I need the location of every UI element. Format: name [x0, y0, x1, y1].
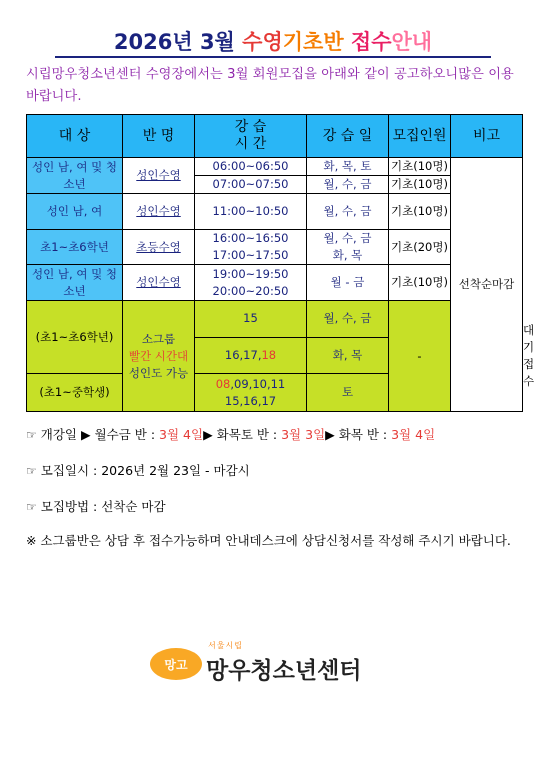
header-time-line1: 강 습	[234, 119, 267, 135]
group-time-bottom	[195, 374, 307, 412]
title-part-register: 접수	[350, 30, 392, 54]
group-class-line1: 소그룹	[141, 331, 176, 346]
note-method	[26, 497, 526, 515]
row1-recruit-b: 기초(10명)	[389, 176, 451, 194]
header-class: 반 명	[123, 115, 195, 158]
row4-class-text: 성인수영	[136, 275, 181, 289]
row3-target: 초1~초6학년	[27, 230, 123, 265]
group-days-1: 월, 수, 금	[323, 311, 372, 326]
row4-target: 성인 남, 여 및 청소년	[27, 265, 123, 301]
row1-target: 성인 남, 여 및 청소년	[27, 158, 123, 194]
header-target: 대 상	[27, 115, 123, 158]
start-a-label: 월수금 반 :	[94, 427, 160, 442]
row4-time	[195, 265, 307, 301]
arrow-right-icon: ▶	[80, 427, 91, 442]
row2-target: 성인 남, 여	[27, 194, 123, 230]
group-time-2-black: 16,17,	[224, 347, 262, 362]
row4-class	[123, 265, 195, 301]
row2-class-text: 성인수영	[136, 204, 181, 218]
row3-time	[195, 230, 307, 265]
arrow-right-icon: ▶	[325, 427, 335, 442]
pointing-hand-icon: ☞	[26, 500, 37, 514]
title-part-basic: 기초반	[282, 30, 351, 54]
header-days: 강 습 일	[307, 115, 389, 158]
header-time-line2: 시 간	[234, 136, 267, 152]
row4-recruit: 기초(10명)	[389, 265, 451, 301]
start-a-value: 3월 4일	[159, 427, 204, 442]
row1-time-a: 06:00~06:50	[195, 158, 307, 176]
row1-class	[123, 158, 195, 194]
intro-text: 시립망우청소년센터 수영장에서는 3월 회원모집을 아래와 같이 공고하오니많은 이용 바랍니다.	[26, 67, 514, 104]
row2-days: 월, 수, 금	[307, 194, 389, 230]
arrow-right-icon: ▶	[203, 427, 213, 442]
row3-recruit: 기초(20명)	[389, 230, 451, 265]
table-row	[27, 265, 523, 301]
row1-days-a: 화, 목, 토	[307, 158, 389, 176]
row3-time-b: 17:00~17:50	[212, 248, 289, 262]
period-text: 모집일시 : 2026년 2월 23일 - 마감시	[40, 463, 250, 478]
group-days-2: 화, 목	[307, 337, 388, 374]
header-time	[195, 115, 307, 158]
method-text: 모집방법 : 선착순 마감	[40, 499, 166, 514]
start-label: 개강일	[40, 427, 77, 442]
group-days-3: 토	[307, 374, 389, 412]
group-time-1: 15	[243, 311, 258, 326]
logo-sub: 서울시립	[208, 641, 243, 650]
row2-time: 11:00~10:50	[195, 194, 307, 230]
group-time-top	[195, 301, 307, 374]
note-start-date	[26, 425, 526, 443]
start-c-value: 3월 4일	[391, 427, 436, 442]
group-class-line3: 성인도 가능	[128, 365, 189, 380]
group-time-3	[195, 376, 306, 393]
logo-badge: 망고	[150, 648, 202, 680]
group-recruit: -	[389, 301, 451, 412]
title-part-swim: 수영	[242, 30, 283, 54]
group-target-elementary: (초1~초6학년)	[27, 301, 123, 374]
table-header-row	[27, 115, 523, 158]
group-time-3-black: ,09,10,11	[230, 376, 286, 391]
start-b-value: 3월 3일	[281, 427, 326, 442]
note-first-come: 선착순마감	[451, 158, 523, 412]
row1-days-b: 월, 수, 금	[307, 176, 389, 194]
page-title	[0, 26, 546, 56]
start-b-label: 화목토 반 :	[216, 427, 282, 442]
group-time-3-red: 08	[215, 376, 231, 391]
title-part-date: 2026년 3월	[113, 30, 243, 54]
group-time-2-red: 18	[261, 347, 277, 362]
table-row	[27, 194, 523, 230]
schedule-table	[26, 114, 535, 412]
row2-class	[123, 194, 195, 230]
pointing-hand-icon: ☞	[26, 428, 37, 442]
row4-time-a: 19:00~19:50	[212, 266, 289, 281]
header-note: 비고	[451, 115, 523, 158]
start-c-label: 화목 반 :	[338, 427, 392, 442]
row4-days: 월 - 금	[307, 265, 389, 301]
note-period	[26, 461, 526, 479]
group-days-top	[307, 301, 389, 374]
group-time-3-line2: 15,16,17	[224, 393, 277, 408]
group-time-2	[195, 337, 306, 374]
row3-class	[123, 230, 195, 265]
table-row	[27, 230, 523, 265]
pointing-hand-icon: ☞	[26, 464, 37, 478]
note-consult: ※ 소그룹반은 상담 후 접수가능하며 안내데스크에 상담신청서를 작성해 주시기 바랍니다.	[26, 533, 511, 548]
logo-main: 망우청소년센터	[206, 658, 362, 684]
row3-time-a: 16:00~16:50	[212, 231, 289, 245]
row3-class-text: 초등수영	[136, 239, 181, 254]
group-class-line2: 빨간 시간대	[128, 348, 189, 363]
row1-time-b: 07:00~07:50	[195, 176, 307, 194]
header-recruit: 모집인원	[389, 115, 451, 158]
table-row: (초1~초6학년) 소그룹 빨간 시간대 성인도 가능 15 16,17, 18 월, 수, 금 화, 목 - 대기접수	[27, 301, 523, 374]
title-underline	[55, 56, 491, 58]
table-row	[27, 158, 523, 176]
group-target-middle: (초1~중학생)	[27, 374, 123, 412]
row2-recruit: 기초(10명)	[389, 194, 451, 230]
row3-days-a: 월, 수, 금	[323, 231, 372, 245]
center-logo	[150, 640, 410, 684]
row3-days-b: 화, 목	[332, 248, 363, 262]
row1-recruit-a: 기초(10명)	[389, 158, 451, 176]
row3-days	[307, 230, 389, 265]
row1-class-text: 성인수영	[136, 168, 181, 182]
row4-time-b: 20:00~20:50	[212, 283, 289, 298]
title-part-guide: 안내	[391, 30, 433, 54]
group-class	[123, 301, 195, 412]
